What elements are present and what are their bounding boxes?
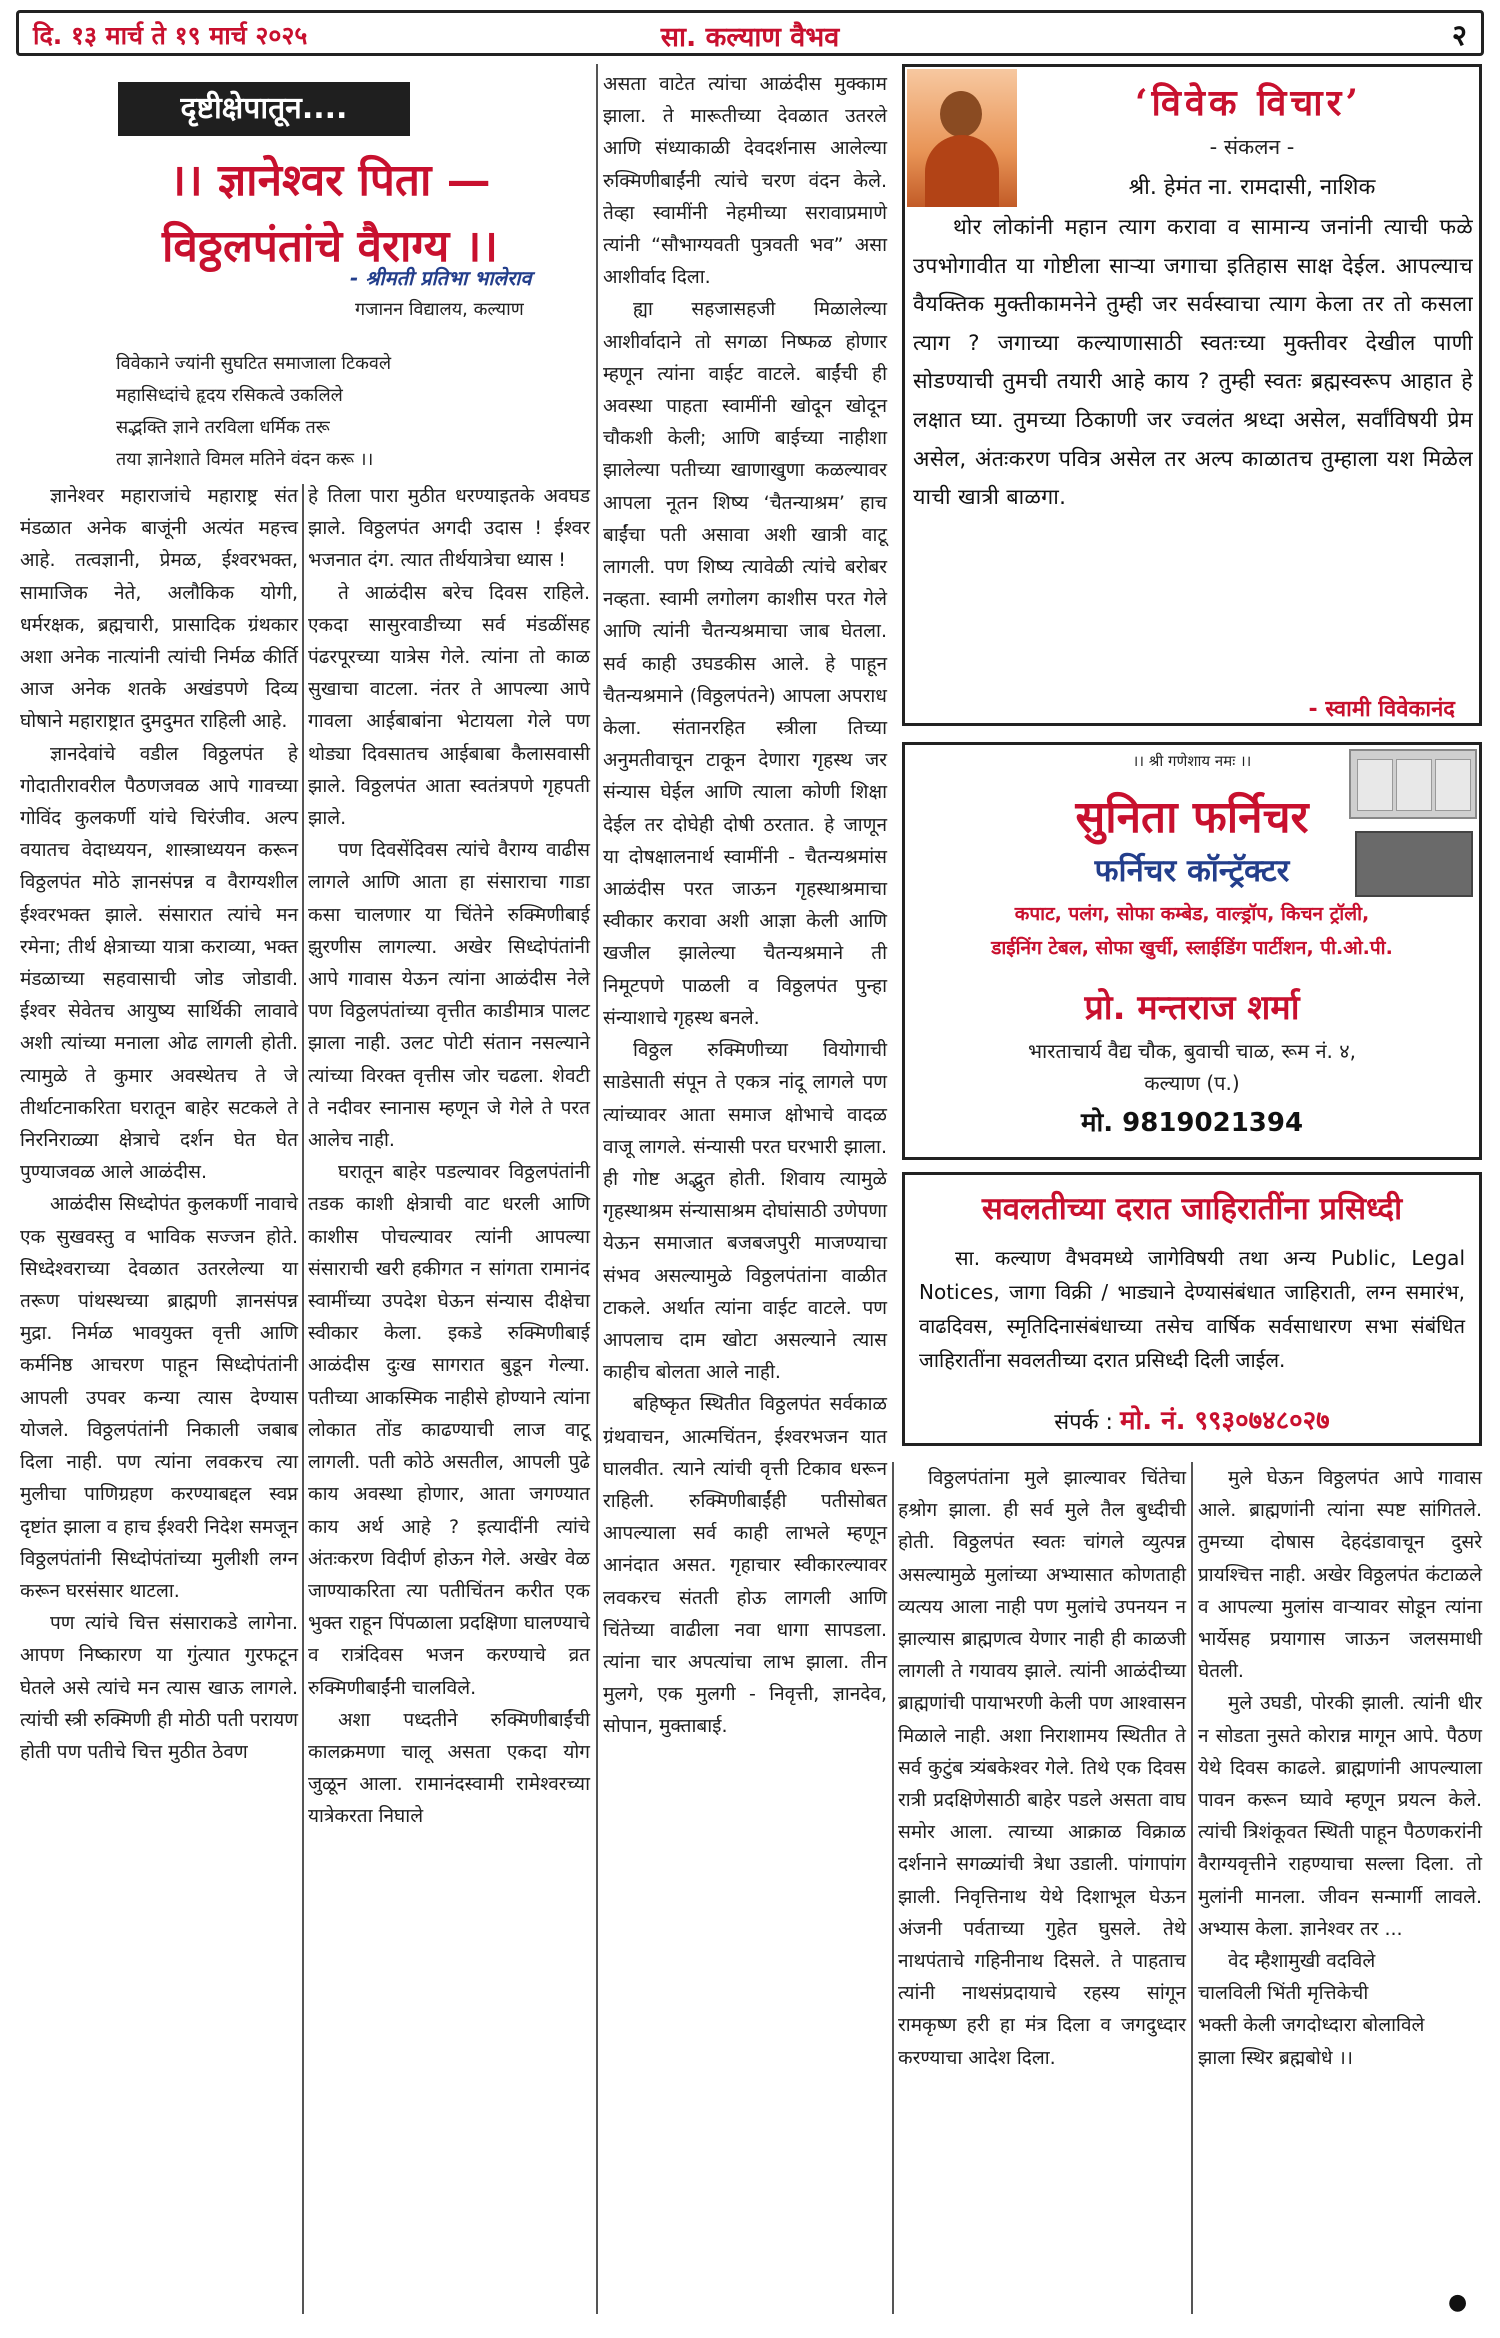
verse-line: तया ज्ञानेशाते विमल मतिने वंदन करू ।।	[116, 449, 374, 470]
author-affiliation: गजानन विद्यालय, कल्याण	[355, 299, 524, 320]
compiler-name: श्री. हेमंत ना. रामदासी, नाशिक	[1128, 175, 1376, 200]
notice-contact	[905, 1401, 1479, 1437]
headline-line-2: विठ्ठलपंतांचे वैराग्य ।।	[162, 221, 498, 272]
paragraph: पण त्यांचे चित्त संसाराकडे लागेना. आपण निष्कारण या गुंत्यात गुरफटून घेतले असे त्यांचे मन त्यास खाऊ लागले. त्यांची स्त्री रुक्मिणी ही मोठी पती परायण होती पण पतीचे चित्त मुठीत ठेवण	[20, 1612, 298, 1763]
quote-signature: - स्वामी विवेकानंद	[1308, 697, 1455, 722]
article-column-3	[603, 68, 887, 1743]
verse-line: विवेकाने ज्यांनी सुघटित समाजाला टिकवले	[116, 353, 392, 374]
verse-line: महासिध्दांचे हृदय रसिकत्वे उकलिले	[116, 385, 343, 406]
contact-label: संपर्क :	[1054, 1410, 1113, 1435]
compiled-label: - संकलन -	[1209, 135, 1295, 159]
furniture-advertisement	[902, 742, 1482, 1160]
product-list	[915, 897, 1469, 965]
verse-line: झाला स्थिर ब्रह्मबोधे ।।	[1198, 2046, 1353, 2069]
issue-date: दि. १३ मार्च ते १९ मार्च २०२५	[33, 21, 308, 50]
article-column-4	[898, 1462, 1186, 2074]
address-line: भारताचार्य वैद्य चौक, बुवाची चाळ, रूम नं. ४,	[1027, 1039, 1357, 1063]
contact-number: मो. नं. ९९३०७४८०२७	[1119, 1406, 1330, 1436]
paragraph: मुले उघडी, पोरकी झाली. त्यांनी धीर न सोडता नुसते कोरान्न मागून आपे. पैठण येथे दिवस काढले. ब्राह्मणांनी आपल्याला पावन करून घ्यावे म्हणून प्रयत्न केले. त्यांची त्रिशंकूवत स्थिती पाहून पैठणकरांनी वैराग्यवृत्तीने राहण्याचा सल्ला दिला. तो मुलांनी मानला. जीवन सन्मार्गी लावले. अभ्यास केला. ज्ञानेश्वर तर ...	[1198, 1692, 1482, 1940]
paragraph: ह्या सहजासहजी मिळालेल्या आशीर्वादाने तो सगळा निष्फळ होणार म्हणून त्यांना वाईट वाटले. बाईंची ही अवस्था पाहता स्वामींनी खोदून खोदून चौकशी केली; आणि बाईच्या नाहीशा झालेल्या पतीच्या खाणाखुणा कळल्यावर आपला नूतन शिष्य ‘चैतन्याश्रम’ हाच बाईंचा पती असावा अशी खात्री वाटू लागली. पण शिष्य त्यावेळी त्यांचे बरोबर नव्हता. स्वामी लगोलग काशीस परत गेले आणि त्यांनी चैतन्यश्रमाचा जाब घेतला. सर्व काही उघडकीस आले. हे पाहून चैतन्यश्रमाने (विठ्ठलपंतने) आपला अपराध केला. संतानरहित स्त्रीला तिच्या अनुमतीवाचून टाकून देणारा गृहस्थ जर संन्यास घेईल आणि त्याला कोणी शिक्षा देईल तर दोघेही दोषी ठरतात. हे जाणून या दोषक्षालनार्थ स्वामींनी - चैतन्यश्रमांस आळंदीस परत जाऊन गृहस्थाश्रमाचा स्वीकार करावा अशी आज्ञा केली आणि खजील झालेल्या चैतन्यश्रमाने ती निमूटपणे पाळली व विठ्ठलपंत पुन्हा संन्याशाचे गृहस्थ बनले.	[603, 298, 887, 1029]
paragraph: ज्ञानेश्वर महाराजांचे महाराष्ट्र संत मंडळात अनेक बाजूंनी अत्यंत महत्त्व आहे. तत्वज्ञानी, प्रेमळ, ईश्वरभक्त, सामाजिक नेते, अलौकिक योगी, धर्मरक्षक, ब्रह्मचारी, प्रासादिक ग्रंथकार अशा अनेक नात्यांनी त्यांची निर्मळ कीर्ति आज अनेक शतके अखंडपणे दिव्य घोषाने महाराष्ट्रात दुमदुमत राहिली आहे.	[20, 485, 298, 733]
newspaper-name: सा. कल्याण वैभव	[660, 22, 840, 53]
paragraph: ज्ञानदेवांचे वडील विठ्ठलपंत हे गोदातीरावरील पैठणजवळ आपे गावच्या गोविंद कुलकर्णी यांचे चिरंजीव. अल्प वयातच वेदाध्ययन, शास्त्राध्ययन करून विठ्ठलपंत मोठे ज्ञानसंपन्न व वैराग्यशील ईश्वरभक्त झाले. संसारात त्यांचे मन रमेना; तीर्थ क्षेत्राच्या यात्रा कराव्या, भक्त मंडळाच्या सहवासाची जोड जोडावी. ईश्वर सेवेतच आयुष्य सार्थिकी लावावे अशी त्यांच्या मनाला ओढ लागली होती. त्यामुळे ते कुमार अवस्थेतच ते जे तीर्थाटनाकरिता घरातून बाहेर सटकले ते निरनिराळ्या क्षेत्राचे दर्शन घेत घेत पुण्याजवळ आले आळंदीस.	[20, 742, 298, 1184]
proprietor-name: प्रो. मन्तराज शर्मा	[1084, 988, 1300, 1028]
notice-paragraph: सा. कल्याण वैभवमध्ये जागेविषयी तथा अन्य Public, Legal Notices, जागा विक्री / भाड्याने देण्यासंबंधात जाहिराती, लग्न समारंभ, वाढदिवस, स्मृतिदिनासंबंधाच्या तसेच वार्षिक सर्वसाधारण सभा संबंधित जाहिरातींना सवलतीच्या दरात प्रसिध्दी दिली जाईल.	[919, 1246, 1465, 1372]
paragraph: घरातून बाहेर पडल्यावर विठ्ठलपंतांनी तडक काशी क्षेत्राची वाट धरली आणि काशीस पोचल्यावर त्यांनी आपल्या संसाराची खरी हकीगत न सांगता रामानंद स्वामींच्या उपदेश घेऊन संन्यास दीक्षेचा स्वीकार केला. इकडे रुक्मिणीबाई आळंदीस दुःख सागरात बुडून गेल्या. पतीच्या आकस्मिक नाहीसे होण्याने त्यांना लोकात तोंड काढण्याची लाज वाटू लागली. पती कोठे असतील, आपली पुढे काय अवस्था होणार, आता जगण्यात काय अर्थ आहे ? इत्यादींनी त्यांचे अंतःकरण विदीर्ण होऊन गेले. अखेर वेळ जाण्याकरिता त्या पतीचिंतन करीत एक भुक्त राहून पिंपळाला प्रदक्षिणा घालण्याचे व रात्रंदिवस भजन करण्याचे व्रत रुक्मिणीबाईंनी चालविले.	[308, 1161, 590, 1699]
headline-line-1: ।। ज्ञानेश्वर पिता —	[169, 155, 491, 206]
quote-text	[913, 209, 1473, 518]
article-byline: - श्रीमती प्रतिभा भालेराव	[350, 266, 532, 290]
column-divider	[596, 64, 598, 2314]
article-column-5	[1198, 1462, 1482, 2074]
ad-invocation: ।। श्री गणेशाय नमः ।।	[1132, 752, 1252, 770]
quote-paragraph: थोर लोकांनी महान त्याग करावा व सामान्य जनांनी त्याची फळे उपभोगावीत या गोष्टीला साऱ्या जगाचा इतिहास साक्ष देईल. आपल्याच वैयक्तिक मुक्तीकामनेने तुम्ही जर सर्वस्वाचा त्याग केला तर तो कसला त्याग ? जगाच्या कल्याणासाठी स्वतःच्या मुक्तीवर देखील पाणी सोडण्याची तुमची तयारी आहे काय ? तुम्ही स्वतः ब्रह्मस्वरूप आहात हे लक्षात घ्या. तुमच्या ठिकाणी जर ज्वलंत श्रध्दा असेल, सर्वांविषयी प्रेम असेल, अंतःकरण पवित्र असेल तर अल्प काळातच तुम्हाला यश मिळेल याची खात्री बाळगा.	[913, 215, 1473, 511]
end-mark: ●	[1448, 2290, 1468, 2315]
page-header	[16, 10, 1484, 56]
shop-mobile: मो. 9819021394	[1080, 1108, 1304, 1138]
paragraph: विठ्ठलपंतांना मुले झाल्यावर चिंतेचा हश्रोग झाला. ही सर्व मुले तैल बुध्दीची होती. विठ्ठलपंत स्वतः चांगले व्युत्पन्न असल्यामुळे मुलांच्या अभ्यासात कोणताही व्यत्यय आला नाही पण मुलांचे उपनयन न झाल्यास ब्राह्मणत्व येणार नाही ही काळजी लागली ते गयावय झाले. त्यांनी आळंदीच्या ब्राह्मणांची पायाभरणी केली पण आश्वासन मिळाले नाही. अशा निराशामय स्थितीत ते सर्व कुटुंब त्र्यंबकेश्वर गेले. तिथे एक दिवस रात्री प्रदक्षिणेसाठी बाहेर पडले असता वाघ समोर आला. त्याच्या आक्राळ विक्राळ दर्शनाने सगळ्यांची त्रेधा उडाली. पांगापांग झाली. निवृत्तिनाथ येथे दिशाभूल घेऊन अंजनी पर्वताच्या गुहेत घुसले. तेथे नाथपंताचे गहिनीनाथ दिसले. ते पाहताच त्यांनी नाथसंप्रदायाचे रहस्य सांगून रामकृष्ण हरी हा मंत्र दिला व जगदुध्दार करण्याचा आदेश दिला.	[898, 1467, 1186, 2069]
paragraph: ते आळंदीस बरेच दिवस राहिले. एकदा सासुरवाडीच्या सर्व मंडळींसह पंढरपूरच्या यात्रेस गेले. त्यांना तो काळ सुखाचा वाटला. नंतर ते आपल्या आपे गावला आईबाबांना भेटायला गेले पण थोड्या दिवसातच आईबाबा कैलासवासी झाले. विठ्ठलपंत आता स्वतंत्रपणे गृहपती झाले.	[308, 581, 590, 830]
verse-line: वेद म्हैशामुखी वदविले	[1228, 1950, 1376, 1973]
paragraph: अशा पध्दतीने रुक्मिणीबाईंची कालक्रमणा चालू असता एकदा योग जुळून आला. रामानंदस्वामी रामेश्वरच्या यात्रेकरता निघाले	[308, 1708, 590, 1828]
column-divider	[302, 484, 304, 2314]
box-title: ‘विवेक विचार’	[1135, 82, 1362, 124]
vivek-vichar-box	[902, 64, 1482, 726]
article-column-1	[20, 480, 298, 1768]
page-number: २	[1451, 18, 1467, 52]
product-line: डाईनिंग टेबल, सोफा खुर्ची, स्लाईडिंग पार्टीशन, पी.ओ.पी.	[991, 937, 1393, 959]
paragraph: हे तिला पारा मुठीत धरण्याइतके अवघड झाले. विठ्ठलपंत अगदी उदास ! ईश्वर भजनात दंग. त्यात तीर्थयात्रेचा ध्यास !	[308, 485, 590, 572]
discount-ads-notice	[902, 1172, 1482, 1446]
shop-subtitle: फर्निचर कॉन्ट्रॅक्टर	[1094, 853, 1290, 889]
column-divider	[892, 1462, 894, 2314]
opening-verse	[116, 348, 616, 476]
section-kicker: दृष्टीक्षेपातून....	[118, 82, 410, 136]
shop-address	[915, 1035, 1469, 1099]
paragraph: विठ्ठल रुक्मिणीच्या वियोगाची साडेसाती संपून ते एकत्र नांदू लागले पण त्यांच्यावर आता समाज क्षोभाचे वादळ वाजू लागले. संन्यासी परत घरभारी झाला. ही गोष्ट अद्भुत होती. शिवाय त्यामुळे गृहस्थाश्रम संन्यासाश्रम दोघांसाठी उणेपणा येऊन समाजात बजबजपुरी माजण्याचा संभव असल्यामुळे विठ्ठलपंतांना वाळीत टाकले. अर्थात त्यांना वाईट वाटले. पण आपलाच दाम खोटा असल्याने त्यास काहीच बोलता आले नाही.	[603, 1039, 887, 1384]
paragraph: असता वाटेत त्यांचा आळंदीस मुक्काम झाला. ते मारूतीच्या देवळात उतरले आणि संध्याकाळी देवदर्शनास आलेल्या रुक्मिणीबाईंनी त्यांचे चरण वंदन केले. तेव्हा स्वामींनी नेहमीच्या सरावाप्रमाणे त्यांनी “सौभाग्यवती पुत्रवती भव” असा आशीर्वाद दिला.	[603, 73, 887, 289]
verse-line: भक्ती केली जगदोध्दारा बोलाविले	[1198, 2014, 1425, 2037]
address-line: कल्याण (प.)	[1144, 1071, 1240, 1095]
verse-line: चालविली भिंती मृत्तिकेची	[1198, 1982, 1369, 2005]
product-line: कपाट, पलंग, सोफा कम्बेड, वाल्ड्रॉप, किचन ट्रॉली,	[1014, 903, 1370, 925]
notice-body	[919, 1241, 1465, 1377]
paragraph: आळंदीस सिध्दोपंत कुलकर्णी नावाचे एक सुखवस्तु व भाविक सज्जन होते. सिध्देश्वराच्या देवळात उतरलेल्या या तरूण पांथस्थच्या ब्राह्मणी ज्ञानसंपन्न मुद्रा. निर्मळ भावयुक्त वृत्ती आणि कर्मनिष्ठ आचरण पाहून सिध्दोपंतांनी आपली उपवर कन्या त्यास देण्यास योजले. विठ्ठलपंतांनी निकाली जबाब दिला नाही. पण त्यांना लवकरच त्या मुलीचा पाणिग्रहण करण्याबद्दल स्वप्न दृष्टांत झाला व हाच ईश्वरी निदेश समजून विठ्ठलपंतांनी सिध्दोपंतांच्या मुलीशी लग्न करून घरसंसार थाटला.	[20, 1193, 298, 1602]
notice-title: सवलतीच्या दरात जाहिरातींना प्रसिध्दी	[981, 1191, 1403, 1227]
paragraph: मुले घेऊन विठ्ठलपंत आपे गावास आले. ब्राह्मणांनी त्यांना स्पष्ट सांगितले. तुमच्या दोषास देहदंडावाचून दुसरे प्रायश्चित्त नाही. अखेर विठ्ठलपंत कंटाळले व आपल्या मुलांस वाऱ्यावर सोडून त्यांना भार्येसह प्रयागास जाऊन जलसमाधी घेतली.	[1198, 1467, 1482, 1683]
portrait-head	[940, 91, 982, 137]
paragraph: पण दिवसेंदिवस त्यांचे वैराग्य वाढीस लागले आणि आता हा संसाराचा गाडा कसा चालणार या चिंतेने रुक्मिणीबाई झुरणीस लागल्या. अखेर सिध्दोपंतांनी आपे गावास येऊन त्यांना आळंदीस नेले पण विठ्ठलपंतांच्या वृत्तीत काडीमात्र पालट झाला नाही. उलट पोटी संतान नसल्याने त्यांच्या विरक्त वृत्तीस जोर चढला. शेवटी ते नदीवर स्नानास म्हणून जे गेले ते परत आलेच नाही.	[308, 839, 590, 1152]
verse-line: सद्भक्ति ज्ञाने तरविला धर्मिक तरू	[116, 417, 330, 438]
paragraph: बहिष्कृत स्थितीत विठ्ठलपंत सर्वकाळ ग्रंथवाचन, आत्मचिंतन, ईश्वरभजन यात घालवीत. त्याने त्यांची वृत्ती टिकाव धरून राहिली. रुक्मिणीबाईंही पतीसोबत आपल्याला सर्व काही लाभले म्हणून आनंदात असत. गृहाचार स्वीकारल्यावर लवकरच संतती होऊ लागली आणि चिंतेच्या वाढीला नवा धागा सापडला. त्यांना चार अपत्यांचा लाभ झाला. तीन मुलगे, एक मुलगी - निवृत्ती, ज्ञानदेव, सोपान, मुक्ताबाई.	[603, 1393, 887, 1738]
article-headline	[60, 148, 600, 280]
column-divider	[1191, 1462, 1193, 2314]
article-column-2	[308, 480, 590, 1833]
shop-name: सुनिता फर्निचर	[1075, 792, 1309, 843]
